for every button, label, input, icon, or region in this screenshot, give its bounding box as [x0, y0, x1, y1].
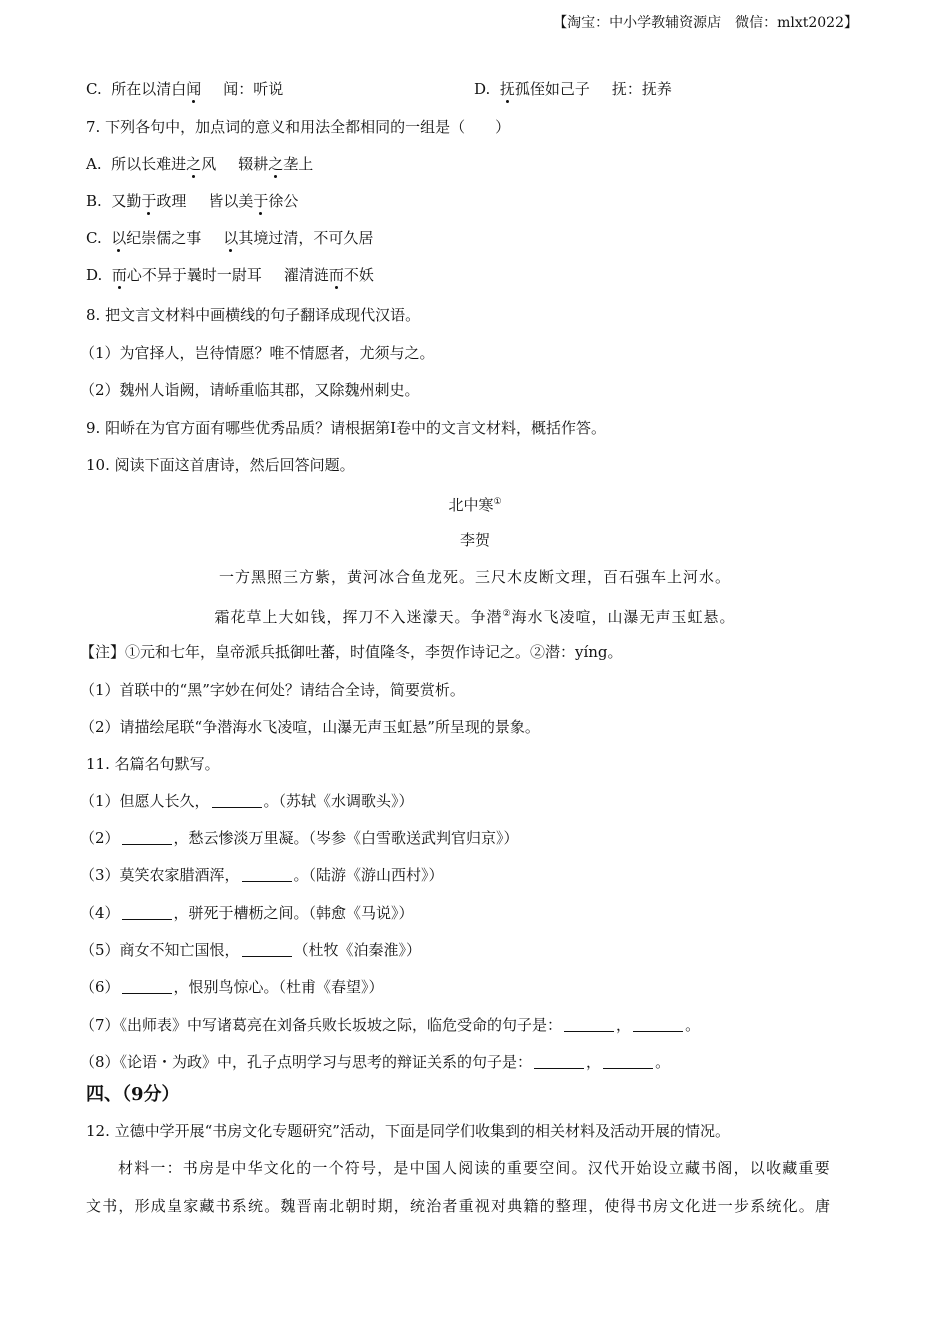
answer-blank: [564, 1017, 614, 1032]
dotted-char: 之: [186, 155, 202, 173]
poem-line-2: 霜花草上大如钱，挥刀不入迷濛天。争潜②海水飞凌喧，山瀑无声玉虹悬。: [214, 608, 736, 626]
q11-item-1: （1）但愿人长久， 。（苏轼《水调歌头》）: [80, 792, 414, 810]
q8-stem: 8. 把文言文材料中画横线的句子翻译成现代汉语。: [86, 306, 421, 324]
dotted-char: 而: [111, 266, 127, 284]
dotted-char: 于: [141, 192, 157, 210]
q11-item-8: （8）《论语・为政》中，孔子点明学习与思考的辩证关系的句子是： ， 。: [80, 1053, 671, 1071]
q10-question-2: （2）请描绘尾联“争潜海水飞凌喧，山瀑无声玉虹悬”所呈现的景象。: [80, 718, 540, 736]
dotted-char: 之: [268, 155, 284, 173]
page-header: 【淘宝：中小学教辅资源店 微信：mlxt2022】: [553, 15, 858, 31]
q11-stem: 11. 名篇名句默写。: [86, 755, 220, 773]
answer-blank: [122, 979, 172, 994]
answer-blank: [122, 905, 172, 920]
poem-author: 李贺: [459, 531, 490, 549]
answer-blank: [603, 1054, 653, 1069]
dotted-char: 于: [253, 192, 269, 210]
q10-stem: 10. 阅读下面这首唐诗，然后回答问题。: [86, 456, 355, 474]
q11-item-3: （3）莫笑农家腊酒浑， 。（陆游《游山西村》）: [80, 866, 444, 884]
q12-stem: 12. 立德中学开展“书房文化专题研究”活动，下面是同学们收集到的相关材料及活动开展的情况。: [86, 1122, 730, 1140]
answer-blank: [242, 942, 292, 957]
q7-option-b: B. 又勤于政理 皆以美于徐公: [86, 192, 299, 210]
q7-option-a: A. 所以长难进之风 辍耕之垄上: [86, 155, 314, 173]
q11-item-6: （6） ，恨别鸟惊心。（杜甫《春望》）: [80, 978, 384, 996]
q7-option-c: C. 以纪崇儒之事 以其境过清，不可久居: [86, 229, 374, 247]
dotted-char: 而: [328, 266, 344, 284]
q11-item-4: （4） ，骈死于槽枥之间。（韩愈《马说》）: [80, 904, 414, 922]
q10-question-1: （1）首联中的“黑”字妙在何处？请结合全诗，简要赏析。: [80, 681, 465, 699]
answer-blank: [242, 867, 292, 882]
dotted-char: 以: [111, 229, 127, 247]
answer-blank: [122, 830, 172, 845]
section-heading: 四、（9分）: [86, 1084, 180, 1105]
dotted-char: 以: [223, 229, 239, 247]
answer-blank: [633, 1017, 683, 1032]
q8-sentence-2: （2）魏州人诣阙，请峤重临其郡，又除魏州刺史。: [80, 381, 420, 399]
q6-option-d: D. 抚孤侄如己子 抚：抚养: [474, 80, 672, 98]
poem-note: 【注】①元和七年，皇帝派兵抵御吐蕃，时值隆冬，李贺作诗记之。②潜：yíng。: [80, 643, 623, 661]
answer-blank: [534, 1054, 584, 1069]
q11-item-7: （7）《出师表》中写诸葛亮在刘备兵败长坂坡之际，临危受命的句子是： ， 。: [80, 1016, 701, 1034]
poem-line-1: 一方黑照三方紫，黄河冰合鱼龙死。三尺木皮断文理，百石强车上河水。: [218, 568, 731, 586]
q12-material-line-2: 文书，形成皇家藏书系统。魏晋南北朝时期，统治者重视对典籍的整理，使得书房文化进一步系统化。唐: [86, 1197, 832, 1215]
q12-material-line-1: 材料一：书房是中华文化的一个符号，是中国人阅读的重要空间。汉代开始设立藏书阁，以收藏重要: [118, 1159, 831, 1177]
q9-stem: 9. 阳峤在为官方面有哪些优秀品质？请根据第Ⅰ卷中的文言文材料，概括作答。: [86, 419, 607, 437]
q6-option-c: C. 所在以清白闻 闻：听说: [86, 80, 284, 98]
q11-item-5: （5）商女不知亡国恨， （杜牧《泊秦淮》）: [80, 941, 422, 959]
dotted-char: 闻: [186, 80, 202, 98]
q7-option-d: D. 而心不异于曩时一尉耳 濯清涟而不妖: [86, 266, 374, 284]
q7-stem: 7. 下列各句中，加点词的意义和用法全都相同的一组是（ ）: [86, 118, 511, 136]
poem-title: 北中寒①: [448, 496, 502, 514]
answer-blank: [212, 793, 262, 808]
dotted-char: 抚: [499, 80, 515, 98]
q11-item-2: （2） ，愁云惨淡万里凝。（岑参《白雪歌送武判官归京》）: [80, 829, 519, 847]
q8-sentence-1: （1）为官择人，岂待情愿？唯不情愿者，尤须与之。: [80, 344, 435, 362]
